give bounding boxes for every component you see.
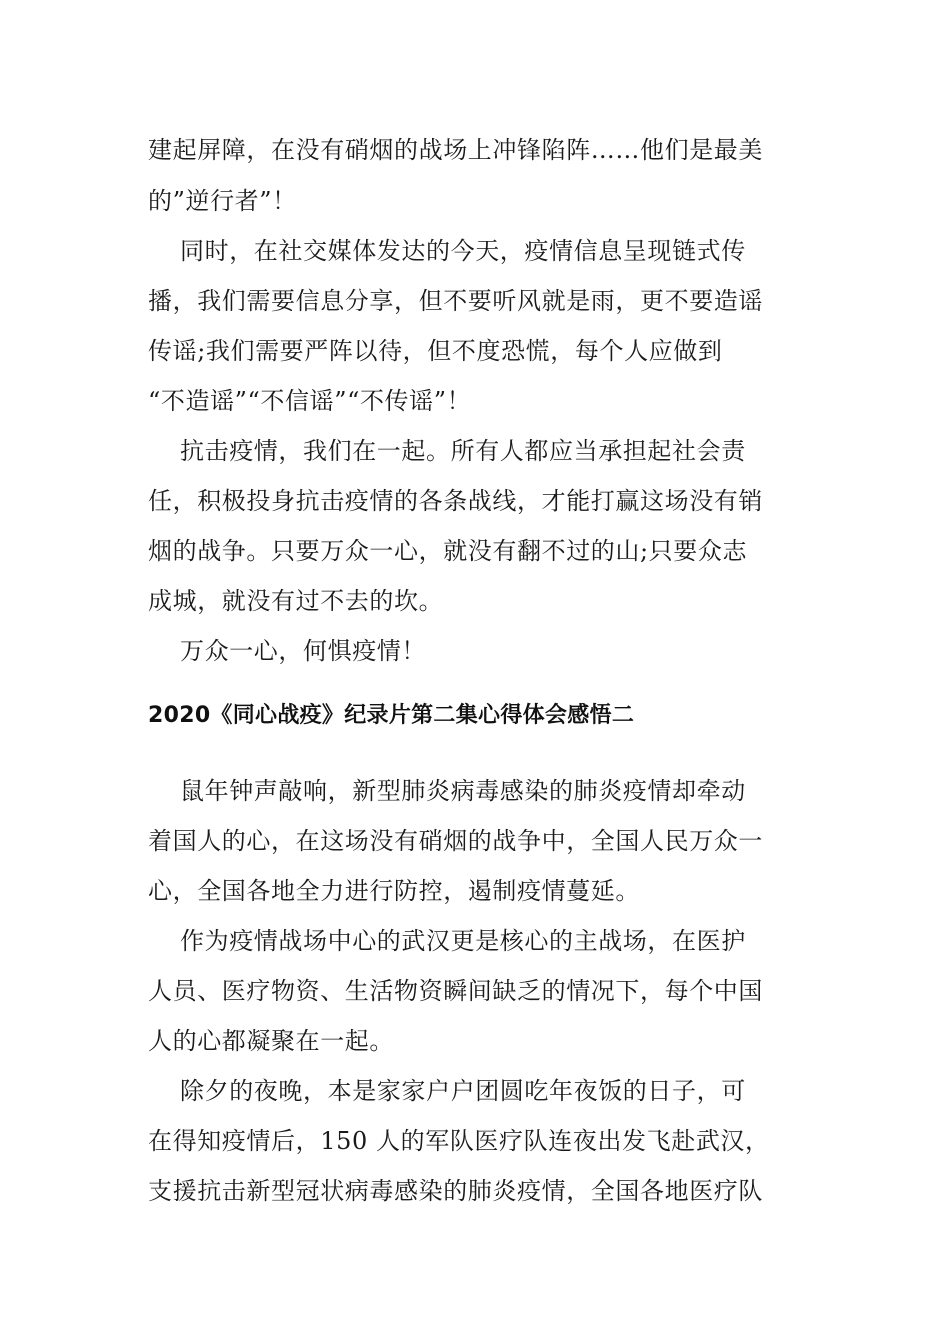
paragraph-new-year-line-2: 着国人的心，在这场没有硝烟的战争中，全国人民万众一: [148, 827, 763, 855]
paragraph-wuhan-line-1: 作为疫情战场中心的武汉更是核心的主战场，在医护: [180, 927, 746, 955]
paragraph-new-year-line-3: 心，全国各地全力进行防控，遏制疫情蔓延。: [148, 877, 640, 905]
paragraph-new-years-eve-line-2: 在得知疫情后，150 人的军队医疗队连夜出发飞赴武汉，: [148, 1127, 770, 1155]
paragraph-wuhan-line-2: 人员、医疗物资、生活物资瞬间缺乏的情况下，每个中国: [148, 977, 763, 1005]
paragraph-closing-line-1: 万众一心，何惧疫情！: [180, 637, 426, 665]
paragraph-continued-line-1: 建起屏障，在没有硝烟的战场上冲锋陷阵……他们是最美: [148, 136, 763, 164]
paragraph-rumor-line-4: “不造谣”“不信谣”“不传谣”！: [148, 387, 472, 415]
paragraph-continued-line-2: 的”逆行者”！: [148, 187, 297, 215]
paragraph-together-line-4: 成城，就没有过不去的坎。: [148, 587, 444, 615]
paragraph-new-years-eve-line-1: 除夕的夜晚，本是家家户户团圆吃年夜饭的日子，可: [180, 1077, 746, 1105]
paragraph-together-line-1: 抗击疫情，我们在一起。所有人都应当承担起社会责: [180, 437, 746, 465]
section-heading: 2020《同心战疫》纪录片第二集心得体会感悟二: [148, 703, 635, 728]
paragraph-wuhan-line-3: 人的心都凝聚在一起。: [148, 1027, 394, 1055]
paragraph-new-year-line-1: 鼠年钟声敲响，新型肺炎病毒感染的肺炎疫情却牵动: [180, 777, 746, 805]
paragraph-rumor-line-1: 同时，在社交媒体发达的今天，疫情信息呈现链式传: [180, 237, 746, 265]
paragraph-together-line-3: 烟的战争。只要万众一心，就没有翻不过的山;只要众志: [148, 537, 748, 565]
paragraph-rumor-line-3: 传谣;我们需要严阵以待，但不度恐慌，每个人应做到: [148, 337, 723, 365]
paragraph-rumor-line-2: 播，我们需要信息分享，但不要听风就是雨，更不要造谣: [148, 287, 763, 315]
paragraph-together-line-2: 任，积极投身抗击疫情的各条战线，才能打赢这场没有销: [148, 487, 763, 515]
paragraph-new-years-eve-line-3: 支援抗击新型冠状病毒感染的肺炎疫情，全国各地医疗队: [148, 1177, 763, 1205]
